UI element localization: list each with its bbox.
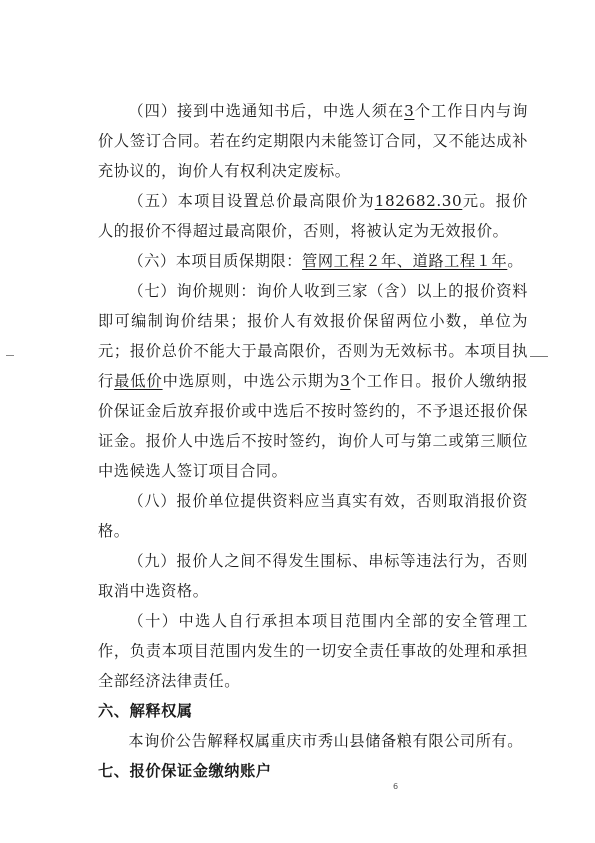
warranty-period-value: 管网工程２年、道路工程１年 — [302, 252, 508, 270]
clause-5: （五）本项目设置总价最高限价为182682.30元。报价人的报价不得超过最高限价，否则，将被认定为无效报价。 — [98, 192, 528, 240]
page-number: 6 — [393, 782, 399, 791]
section-7-heading: 七、报价保证金缴纳账户 — [98, 762, 272, 780]
clause-9: （九）报价人之间不得发生围标、串标等违法行为，否则取消中选资格。 — [98, 552, 528, 600]
clause-7: （七）询价规则：询价人收到三家（含）以上的报价资料即可编制询价结果；报价人有效报价保留两位小数，单位为元；报价总价不能大于最高限价，否则为无效标书。本项目执行最低价中选原则，中选公示期为3个工作日。报价人缴纳报价保证金后放弃报价或中选后不按时签约的，不予退还报价保证金。报价人中选后不按时签约，询价人可与第二或第三顺位中选候选人签订项目合同。 — [98, 282, 528, 480]
clause-10: （十）中选人自行承担本项目范围内全部的安全管理工作，负责本项目范围内发生的一切安全责任事故的处理和承担全部经济法律责任。 — [98, 612, 528, 690]
signing-days-value: 3 — [404, 102, 415, 120]
publicity-days-value: 3 — [340, 372, 351, 390]
clause-4: （四）接到中选通知书后，中选人须在3个工作日内与询价人签订合同。若在约定期限内未能签订合同，又不能达成补充协议的，询价人有权利决定废标。 — [98, 102, 528, 180]
clause-6: （六）本项目质保期限：管网工程２年、道路工程１年。 — [128, 252, 524, 270]
section-6-text: 本询价公告解释权属重庆市秀山县储备粮有限公司所有。 — [128, 732, 524, 750]
document-body — [98, 96, 528, 786]
clause-8: （八）报价单位提供资料应当真实有效，否则取消报价资格。 — [98, 492, 528, 540]
selection-principle-value: 最低价 — [114, 372, 163, 390]
scan-mark-right — [530, 356, 548, 357]
section-6-heading: 六、解释权属 — [98, 702, 193, 720]
scan-mark-left — [6, 355, 14, 356]
max-price-value: 182682.30 — [374, 192, 463, 210]
